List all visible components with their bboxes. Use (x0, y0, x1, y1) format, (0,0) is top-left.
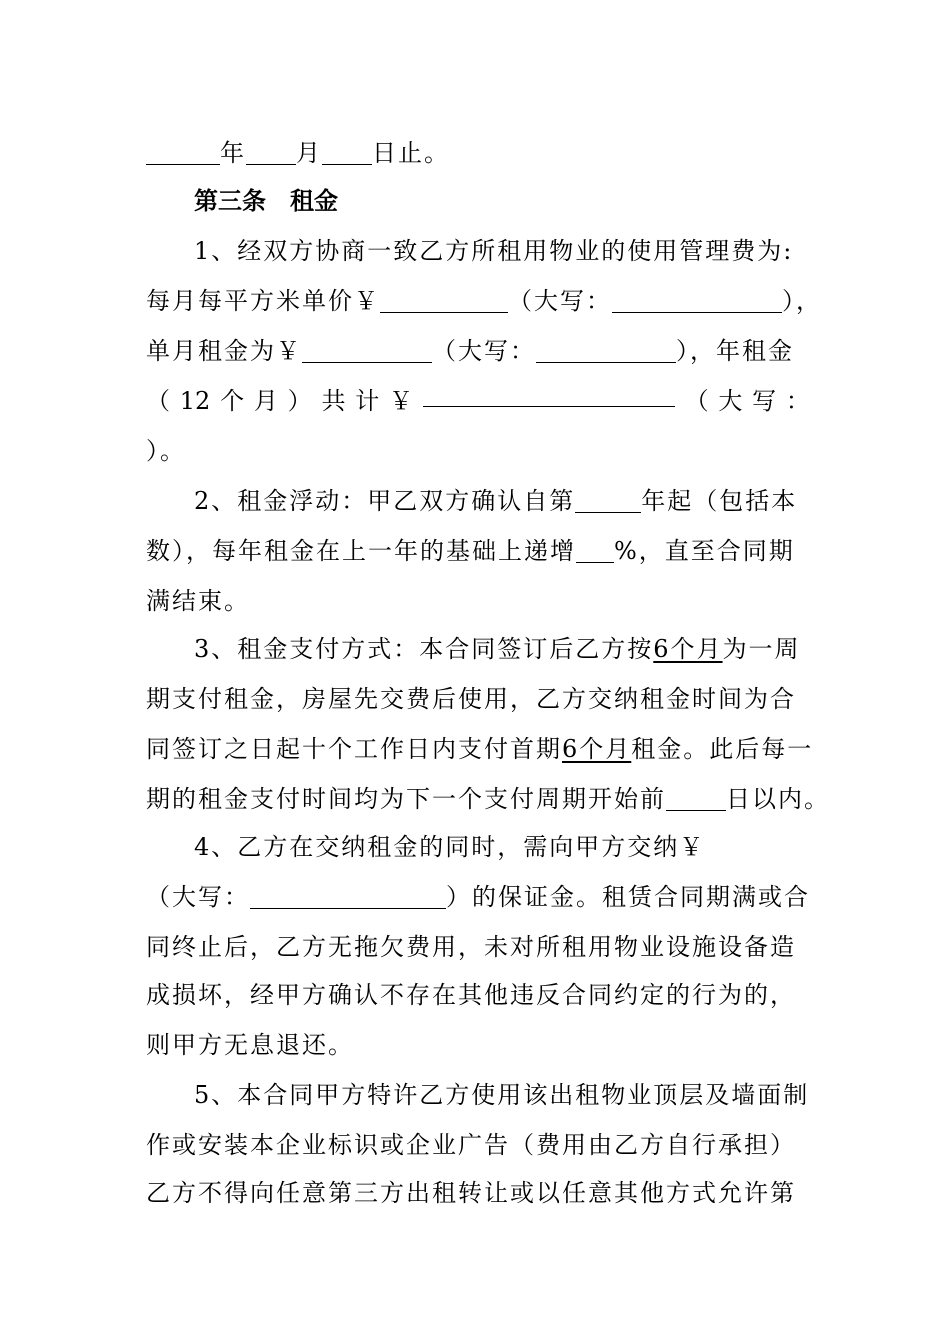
clause-1-line-1: 1、经双方协商一致乙方所租用物业的使用管理费为: (194, 237, 794, 265)
month-blank[interactable] (246, 134, 296, 165)
monthly-rent-words-blank[interactable] (536, 332, 676, 363)
start-year-blank[interactable] (575, 482, 641, 513)
increase-percent-blank[interactable] (576, 532, 614, 563)
clause-4-line-5: 则甲方无息退还。 (146, 1031, 354, 1059)
clause-1-line-2: 每月每平方米单价￥ （大写： ）， (146, 276, 810, 326)
clause-3-line-2: 期支付租金，房屋先交费后使用，乙方交纳租金时间为合 (146, 685, 796, 713)
clause-4-line-1: 4、乙方在交纳租金的同时，需向甲方交纳￥ (194, 833, 706, 861)
clause-2-line-3: 满结束。 (146, 587, 250, 615)
clause-4-line-3: 同终止后，乙方无拖欠费用，未对所租用物业设施设备造 (146, 933, 796, 961)
clause-5-line-2: 作或安装本企业标识或企业广告（费用由乙方自行承担） (146, 1131, 796, 1159)
section-heading: 第三条 租金 (194, 187, 338, 215)
clause-1-line-4: （ 12 个 月 ） 共 计 ￥ （ 大 写 ： (146, 376, 810, 426)
deposit-words-blank[interactable] (250, 878, 446, 909)
clause-2-line-2: 数），每年租金在上一年的基础上递增 %，直至合同期 (146, 526, 810, 576)
clause-3-line-4: 期的租金支付时间均为下一个支付周期开始前 日以内。 (146, 774, 810, 824)
clause-1-line-3: 单月租金为￥ （大写： ），年租金 (146, 326, 810, 376)
unit-price-words-blank[interactable] (612, 282, 782, 313)
clause-3-line-3: 同签订之日起十个工作日内支付首期6个月租金。此后每一 (146, 735, 814, 763)
first-payment-period: 6个月 (562, 735, 632, 763)
days-before-blank[interactable] (666, 780, 726, 811)
clause-3-line-1: 3、租金支付方式：本合同签订后乙方按6个月为一周 (194, 635, 801, 663)
annual-rent-blank[interactable] (423, 376, 675, 407)
clause-1-line-5: ）。 (146, 437, 186, 465)
clause-2-line-1: 2、租金浮动：甲乙双方确认自第 年起（包括本 (194, 476, 810, 526)
clause-4-line-4: 成损坏，经甲方确认不存在其他违反合同约定的行为的， (146, 981, 796, 1009)
unit-price-blank[interactable] (380, 282, 508, 313)
clause-5-line-1: 5、本合同甲方特许乙方使用该出租物业顶层及墙面制 (194, 1081, 810, 1109)
clause-5-line-3: 乙方不得向任意第三方出租转让或以任意其他方式允许第 (146, 1179, 796, 1207)
year-blank[interactable] (146, 134, 220, 165)
date-end-line: 年 月 日止。 (146, 128, 810, 178)
monthly-rent-blank[interactable] (302, 332, 432, 363)
clause-4-line-2: （大写： ）的保证金。租赁合同期满或合 (146, 872, 810, 922)
day-blank[interactable] (322, 134, 372, 165)
payment-period: 6个月 (653, 635, 723, 663)
